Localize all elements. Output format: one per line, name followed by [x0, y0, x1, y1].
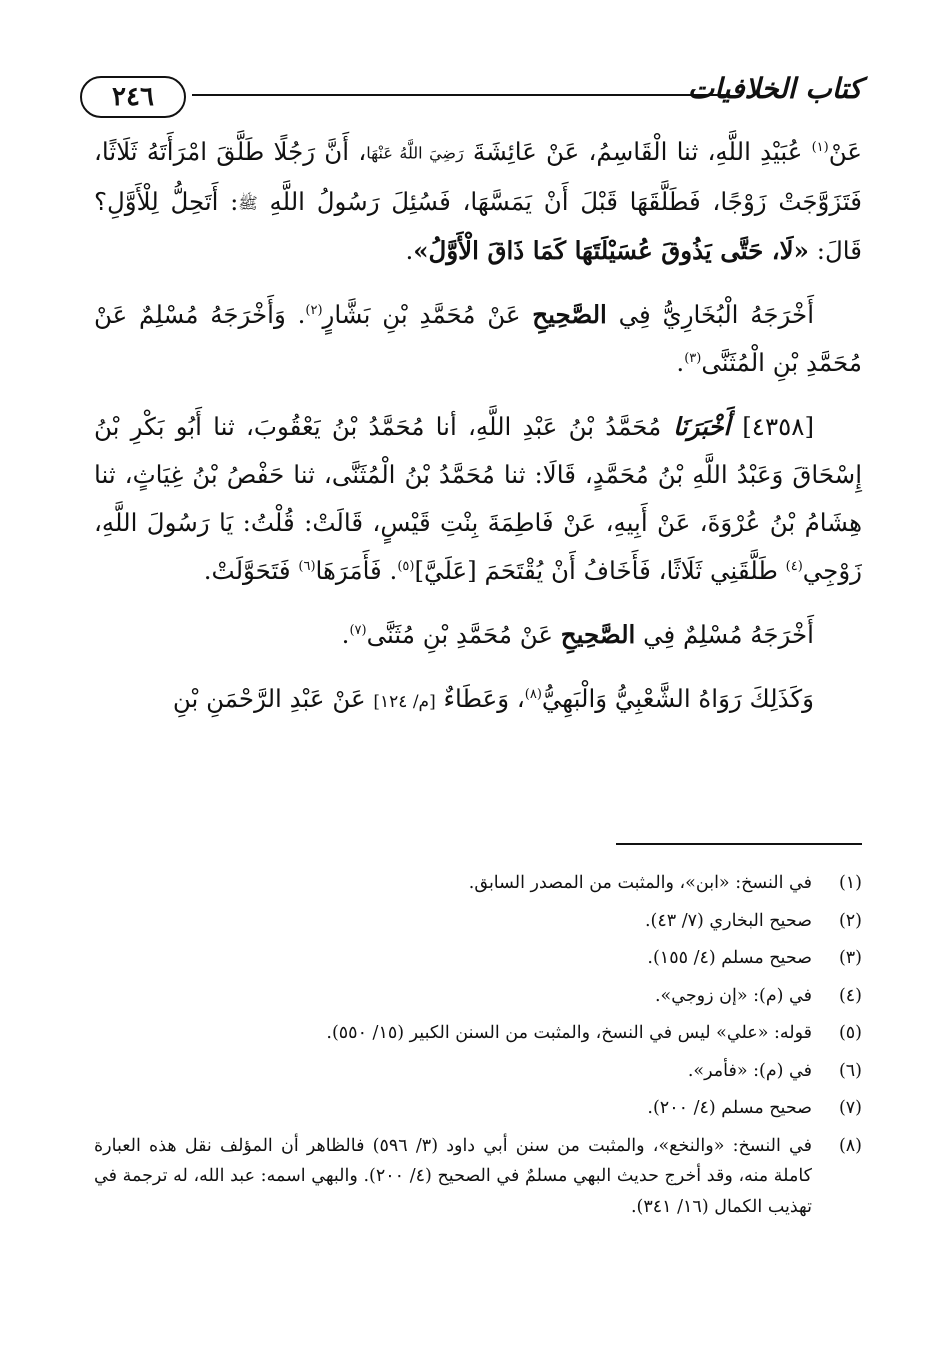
text-run: فَتَحَوَّلَتْ. — [203, 556, 299, 585]
text-run: ، أَنَّ رَجُلًا طَلَّقَ امْرَأَتَهُ ثَلَاثًا، فَتَزَوَّجَتْ زَوْجًا، فَطَلَّقَهَا قَبْلَ أَنْ يَمَسَّهَا، فَسُئِلَ رَسُولُ اللَّهِ — [94, 137, 862, 216]
akhbarana-word: أَخْبَرَنَا — [661, 412, 743, 441]
footnote-separator — [616, 843, 862, 845]
footnote-ref-1: (١) — [811, 139, 829, 155]
text-run: عُبَيْدِ اللَّهِ، ثنا الْقَاسِمُ، عَنْ عَائِشَةَ — [463, 137, 812, 166]
footnote-ref-4: (٤) — [785, 558, 803, 574]
footnote-item — [94, 1131, 862, 1223]
paragraph-riwaya — [94, 675, 862, 726]
paragraph-takhrij-1 — [94, 291, 862, 387]
header-rule — [192, 94, 730, 96]
footnote-ref-3: (٣) — [684, 350, 702, 366]
footnote-number: (٣) — [838, 948, 862, 968]
footnote-number: (١) — [838, 873, 862, 893]
text-run: : أَتَحِلُّ لِلْأَوَّلِ؟ قَالَ: — [94, 186, 862, 265]
footnotes — [94, 868, 862, 1229]
footnote-text: صحيح البخاري (٧/ ٤٣). — [644, 910, 812, 931]
footnote-item — [94, 981, 862, 1012]
honorific-symbol: رَضِيَ اللَّهُ عَنْهَا — [366, 143, 464, 163]
text-run: . فَأَمَرَهَا — [315, 556, 398, 585]
text-run: . — [405, 236, 414, 265]
text-run: ، وَعَطَاءٌ — [435, 684, 525, 713]
page-number: ٢٤٦ — [80, 76, 186, 118]
footnote-ref-2: (٢) — [305, 302, 323, 318]
paragraph-takhrij-2 — [94, 611, 862, 659]
text-run: مُحَمَّدُ بْنُ عَبْدِ اللَّهِ، أنا مُحَمَّدُ بْنُ يَعْقُوبَ، ثنا أَبُو بَكْرِ بْنُ إِسْحَاقَ وَعَبْدُ اللَّهِ بْنُ مُحَمَّدٍ، قَالَا: ثنا مُحَمَّدُ بْنُ الْمُثَنَّى، ثنا حَفْصُ بْنُ غِيَاثٍ، ثنا هِشَامُ بْنُ عُرْوَةَ، عَنْ أَبِيهِ، عَنْ فَاطِمَةَ بِنْتِ قَيْسٍ، قَالَتْ: قُلْتُ: يَا رَسُولَ اللَّهِ، زَوْجِي — [94, 412, 862, 585]
footnote-number: (٤) — [838, 985, 862, 1006]
text-run: عَنْ مُحَمَّدِ بْنِ بَشَّارٍ — [322, 300, 533, 329]
manuscript-marker: [م/ ١٢٤] — [373, 692, 436, 712]
footnote-number: (٢) — [838, 910, 862, 931]
text-run: وَكَذَلِكَ رَوَاهُ الشَّعْبِيُّ وَالْبَهِيُّ — [541, 684, 814, 713]
footnote-number: (٨) — [838, 1135, 862, 1156]
text-run: . وَأَخْرَجَهُ مُسْلِمٌ عَنْ مُحَمَّدِ بْنِ الْمُثَنَّى — [94, 300, 862, 377]
footnote-item — [94, 1018, 862, 1049]
text-run: عَنْ — [828, 137, 863, 166]
footnote-text: قوله: «علي» ليس في النسخ، والمثبت من السنن الكبير (١٥/ ٥٥٠). — [326, 1023, 812, 1043]
footnote-ref-5: (٥) — [397, 558, 415, 574]
paragraph-hadith-4358 — [94, 403, 862, 595]
footnote-text: في (م): «إن زوجي». — [654, 985, 812, 1006]
text-run: أَخْرَجَهُ الْبُخَارِيُّ فِي — [606, 300, 815, 329]
footnote-text: في (م): «فأمر». — [687, 1060, 812, 1081]
prophetic-quote: «لَا، حَتَّى يَذُوقَ عُسَيْلَتَهَا كَمَا ذَاقَ الْأَوَّلُ» — [413, 236, 809, 265]
footnote-item — [94, 1093, 862, 1124]
footnote-item — [94, 1056, 862, 1087]
text-run: . — [676, 348, 685, 377]
footnote-text: صحيح مسلم (٤/ ٢٠٠). — [647, 1098, 812, 1118]
footnote-ref-8: (٨) — [524, 686, 542, 702]
footnote-text: صحيح مسلم (٤/ ١٥٥). — [647, 948, 812, 968]
paragraph-hadith-aisha — [94, 128, 862, 275]
footnote-ref-6: (٦) — [298, 558, 316, 574]
text-run: أَخْرَجَهُ مُسْلِمٌ فِي — [635, 620, 814, 649]
footnote-number: (٧) — [838, 1098, 862, 1118]
footnote-ref-7: (٧) — [349, 622, 367, 638]
text-run: . — [341, 620, 350, 649]
footnote-item — [94, 868, 862, 899]
sahih-word: الصَّحِيحِ — [560, 620, 636, 649]
footnote-number: (٥) — [838, 1023, 862, 1043]
book-title: كتاب الخلافيات — [687, 72, 862, 105]
footnote-item — [94, 943, 862, 974]
footnote-text: في النسخ: «والنخع»، والمثبت من سنن أبي داود (٣/ ٥٩٦) فالظاهر أن المؤلف نقل هذه العبارة كاملة منه، وقد أخرج حديث البهي مسلمٌ في الصحيح (٤/ ٢٠٠). والبهي اسمه: عبد الله، له ترجمة في تهذيب الكمال (١٦/ ٣٤١). — [94, 1135, 813, 1217]
hadith-number: [٤٣٥٨] — [742, 412, 814, 441]
footnote-item — [94, 906, 862, 937]
footnote-text: في النسخ: «ابن»، والمثبت من المصدر السابق. — [468, 873, 812, 893]
footnote-number: (٦) — [838, 1060, 862, 1081]
text-run: عَنْ مُحَمَّدِ بْنِ مُثَنَّى — [366, 620, 561, 649]
text-run: عَنْ عَبْدِ الرَّحْمَنِ بْنِ — [172, 684, 374, 713]
honorific-symbol: ﷺ — [238, 193, 258, 212]
main-text — [94, 128, 862, 742]
sahih-word: الصَّحِيحِ — [532, 300, 607, 329]
text-run: طَلَّقَنِي ثَلَاثًا، فَأَخَافُ أَنْ يُقْتَحَمَ [عَلَيَّ] — [414, 556, 786, 585]
page-header — [80, 70, 862, 126]
